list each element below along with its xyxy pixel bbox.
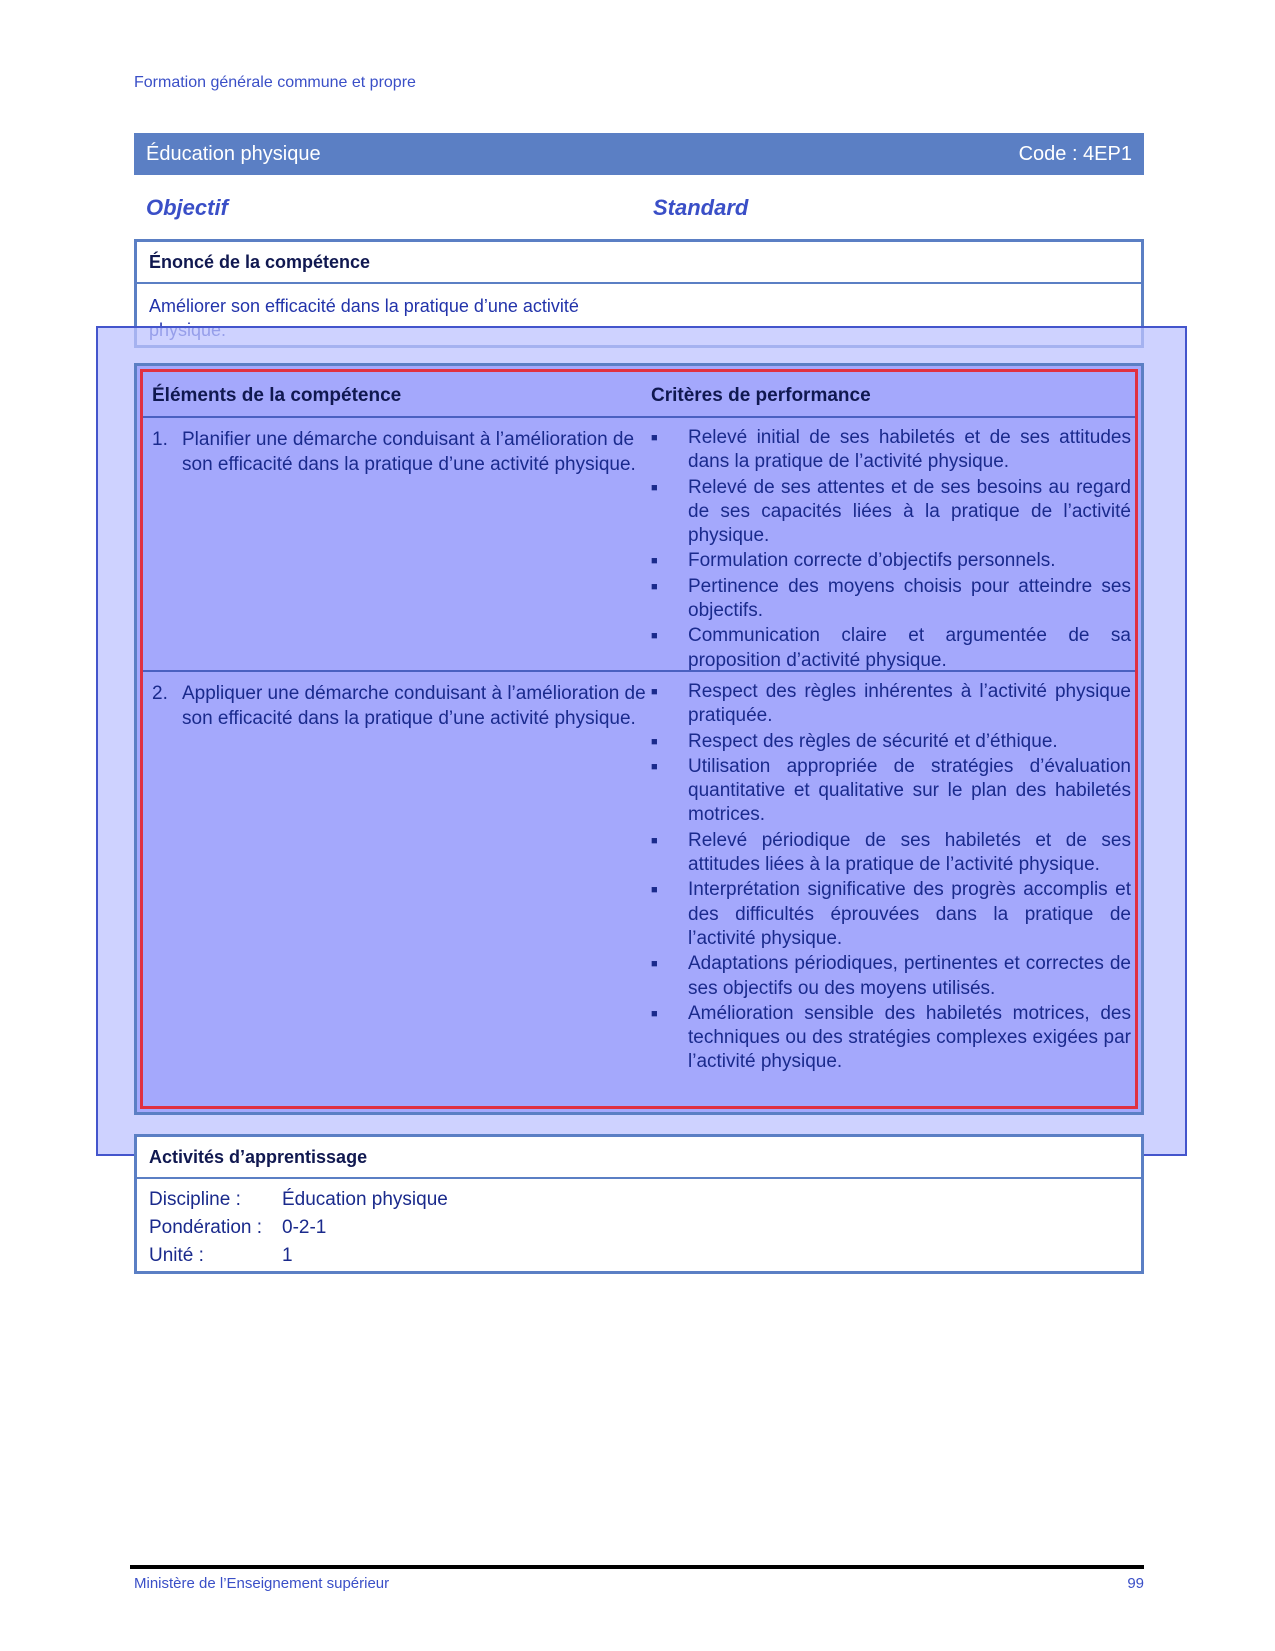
elements-table-header: [143, 372, 1135, 418]
criterion-item: ■ Relevé initial de ses habiletés et de ses attitudes dans la pratique de l’activité physique.: [651, 426, 1131, 475]
footer-ministry: Ministère de l’Enseignement supérieur: [134, 1575, 390, 1592]
unite-row: [149, 1245, 293, 1267]
objective-standard-row: [146, 195, 749, 221]
criterion-item: ■ Amélioration sensible des habiletés motrices, des techniques ou des stratégies complexes exigées par l’activité physique.: [651, 1002, 1131, 1075]
elements-table: [134, 363, 1144, 1115]
discipline-value: Éducation physique: [282, 1189, 448, 1210]
criteria-heading: Critères de performance: [651, 385, 871, 406]
criterion-item: ■ Relevé périodique de ses habiletés et de ses attitudes liées à la pratique de l’activité physique.: [651, 829, 1131, 878]
footer-rule: [130, 1565, 1144, 1569]
element-cell: [152, 428, 652, 477]
running-header: Formation générale commune et propre: [134, 74, 416, 91]
criteria-list: [651, 426, 1131, 674]
criterion-item: ■ Respect des règles de sécurité et d’éthique.: [651, 730, 1131, 754]
unite-value: 1: [282, 1245, 293, 1266]
standard-label: Standard: [653, 195, 749, 220]
table-row: [143, 670, 1135, 1106]
page-footer: [134, 1575, 1144, 1592]
criteria-list: [651, 680, 1131, 1076]
ponderation-label: Pondération :: [149, 1217, 263, 1238]
element-text: Appliquer une démarche conduisant à l’amélioration de son efficacité dans la pratique d’une activité physique.: [182, 683, 646, 729]
criterion-item: ■ Communication claire et argumentée de sa proposition d’activité physique.: [651, 624, 1131, 673]
element-cell: [152, 682, 652, 731]
course-title-bar: [134, 133, 1144, 175]
elements-heading: Éléments de la compétence: [152, 385, 402, 406]
activites-heading: Activités d’apprentissage: [137, 1137, 1141, 1179]
criterion-item: ■ Utilisation appropriée de stratégies d’évaluation quantitative et qualitative sur le plan des habiletés motrices.: [651, 755, 1131, 828]
enonce-text: Améliorer son efficacité dans la pratique d’une activité: [149, 296, 579, 316]
element-number: 1.: [152, 429, 168, 450]
element-number: 2.: [152, 683, 168, 704]
table-row: [143, 416, 1135, 672]
criterion-item: ■ Relevé de ses attentes et de ses besoins au regard de ses capacités liées à la pratique de l’activité physique.: [651, 476, 1131, 549]
objectif-label: Objectif: [146, 195, 228, 220]
ponderation-row: [149, 1217, 326, 1239]
ponderation-value: 0-2-1: [282, 1217, 327, 1238]
course-code: Code : 4EP1: [1018, 142, 1132, 165]
elements-table-inner: [140, 369, 1138, 1109]
element-text: Planifier une démarche conduisant à l’amélioration de son efficacité dans la pratique d’une activité physique.: [182, 429, 636, 475]
unite-label: Unité :: [149, 1245, 204, 1266]
course-title: Éducation physique: [146, 142, 321, 165]
activites-box: [134, 1134, 1144, 1274]
page-number: 99: [1127, 1575, 1144, 1592]
criterion-item: ■ Pertinence des moyens choisis pour atteindre ses objectifs.: [651, 575, 1131, 624]
discipline-row: [149, 1189, 448, 1211]
discipline-label: Discipline :: [149, 1189, 241, 1210]
criterion-item: ■ Formulation correcte d’objectifs personnels.: [651, 549, 1131, 573]
criterion-item: ■ Adaptations périodiques, pertinentes et correctes de ses objectifs ou des moyens utilisés.: [651, 952, 1131, 1001]
criterion-item: ■ Respect des règles inhérentes à l’activité physique pratiquée.: [651, 680, 1131, 729]
criterion-item: ■ Interprétation significative des progrès accomplis et des difficultés éprouvées dans la pratique de l’activité physique.: [651, 878, 1131, 951]
enonce-heading: Énoncé de la compétence: [137, 242, 1141, 284]
